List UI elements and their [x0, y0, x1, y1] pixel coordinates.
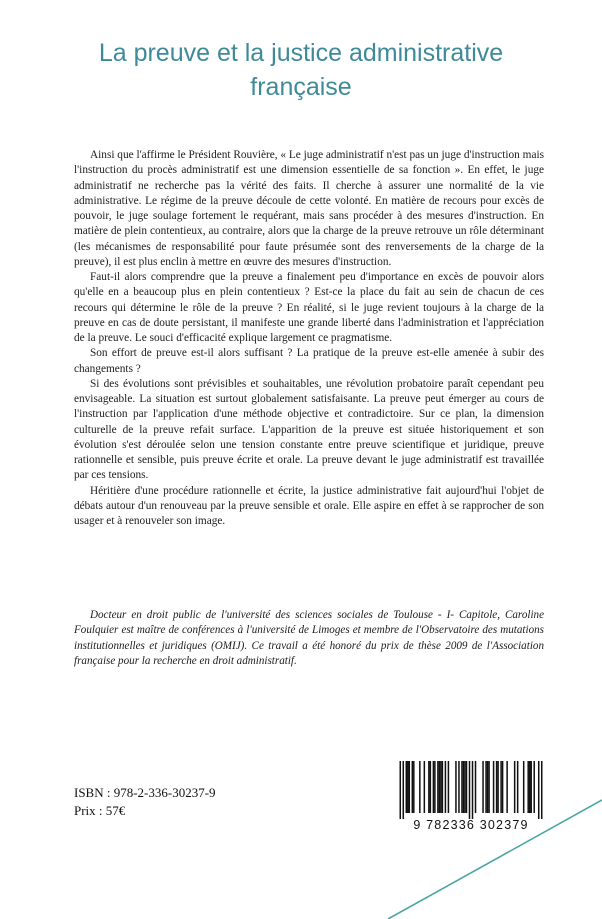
summary-paragraph-5: Héritière d'une procédure rationnelle et écrite, la justice administrative fait aujourd'hui l'objet de débats autour d'un renouveau par la preuve sensible et orale. Elle aspire en effet à se rapprocher de son usager et à renouveler son image. — [74, 484, 544, 527]
price: Prix : 57€ — [74, 803, 126, 818]
summary-paragraph-4: Si des évolutions sont prévisibles et souhaitables, une révolution probatoire paraît cependant peu envisageable. La situation est surtout globalement satisfaisante. La preuve peut émerger au cours de l'instruction par l'application d'une méthode objective et contradictoire. Sur ce plan, la dimension culturelle de la preuve refait surface. L'apparition de la preuve est située historiquement et son évolution s'est déroulée selon une tension constante entre preuve scientifique et juridique, preuve rationnelle et sensible, puis preuve écrite et orale. La preuve devant le juge administratif est travaillée par ces tensions. — [74, 377, 544, 482]
title-line-1: La preuve et la justice administrative — [98, 39, 504, 67]
author-bio: Docteur en droit public de l'université des sciences sociales de Toulouse - I- Capitole, Caroline Foulquier est maître de conférences à l'université de Limoges et membre de l'Observatoire des mutations institutionnelles et juridiques (OMIJ). Ce travail a été honoré du prix de thèse 2009 de l'Association française pour la recherche en droit administratif. — [74, 609, 544, 667]
summary-paragraph-2: Faut-il alors comprendre que la preuve a finalement peu d'importance en excès de pouvoir alors qu'elle en a beaucoup plus en plein contentieux ? Est-ce la place du fait au sein de chacun de ces recours qui détermine le rôle de la preuve ? En réalité, si le juge revient toujours à la charge de la preuve en cas de doute persistant, il manifeste une grande liberté dans l'administration et l'appréciation de la preuve. Le souci d'efficacité explique largement ce pragmatisme. — [74, 271, 544, 344]
summary-paragraph-1: Ainsi que l'affirme le Président Rouvière, « Le juge administratif n'est pas un juge d'instruction mais l'instruction du procès administratif est une dimension essentielle de sa fonction ». En effet, le juge administratif ne recherche pas la vérité des faits. Il cherche à assurer une normalité de la vie administrative. Le régime de la preuve découle de cette volonté. En matière de recours pour excès de pouvoir, le juge soulage fortement le requérant, mais sans procéder à des mesures d'instruction. En matière de plein contentieux, au contraire, alors que la charge de la preuve retrouve un rôle déterminant (les mécanismes de responsabilité pour faute présumée sont des renversements de la charge de la preuve), il est plus enclin à mettre en œuvre des mesures d'instruction. — [74, 149, 544, 268]
summary-paragraph-3: Son effort de preuve est-il alors suffisant ? La pratique de la preuve est-elle amenée à subir des changements ? — [74, 347, 544, 375]
barcode-digits: 9 782336 302379 — [413, 818, 529, 832]
isbn: ISBN : 978-2-336-30237-9 — [74, 785, 216, 800]
title-line-2: française — [250, 73, 352, 101]
